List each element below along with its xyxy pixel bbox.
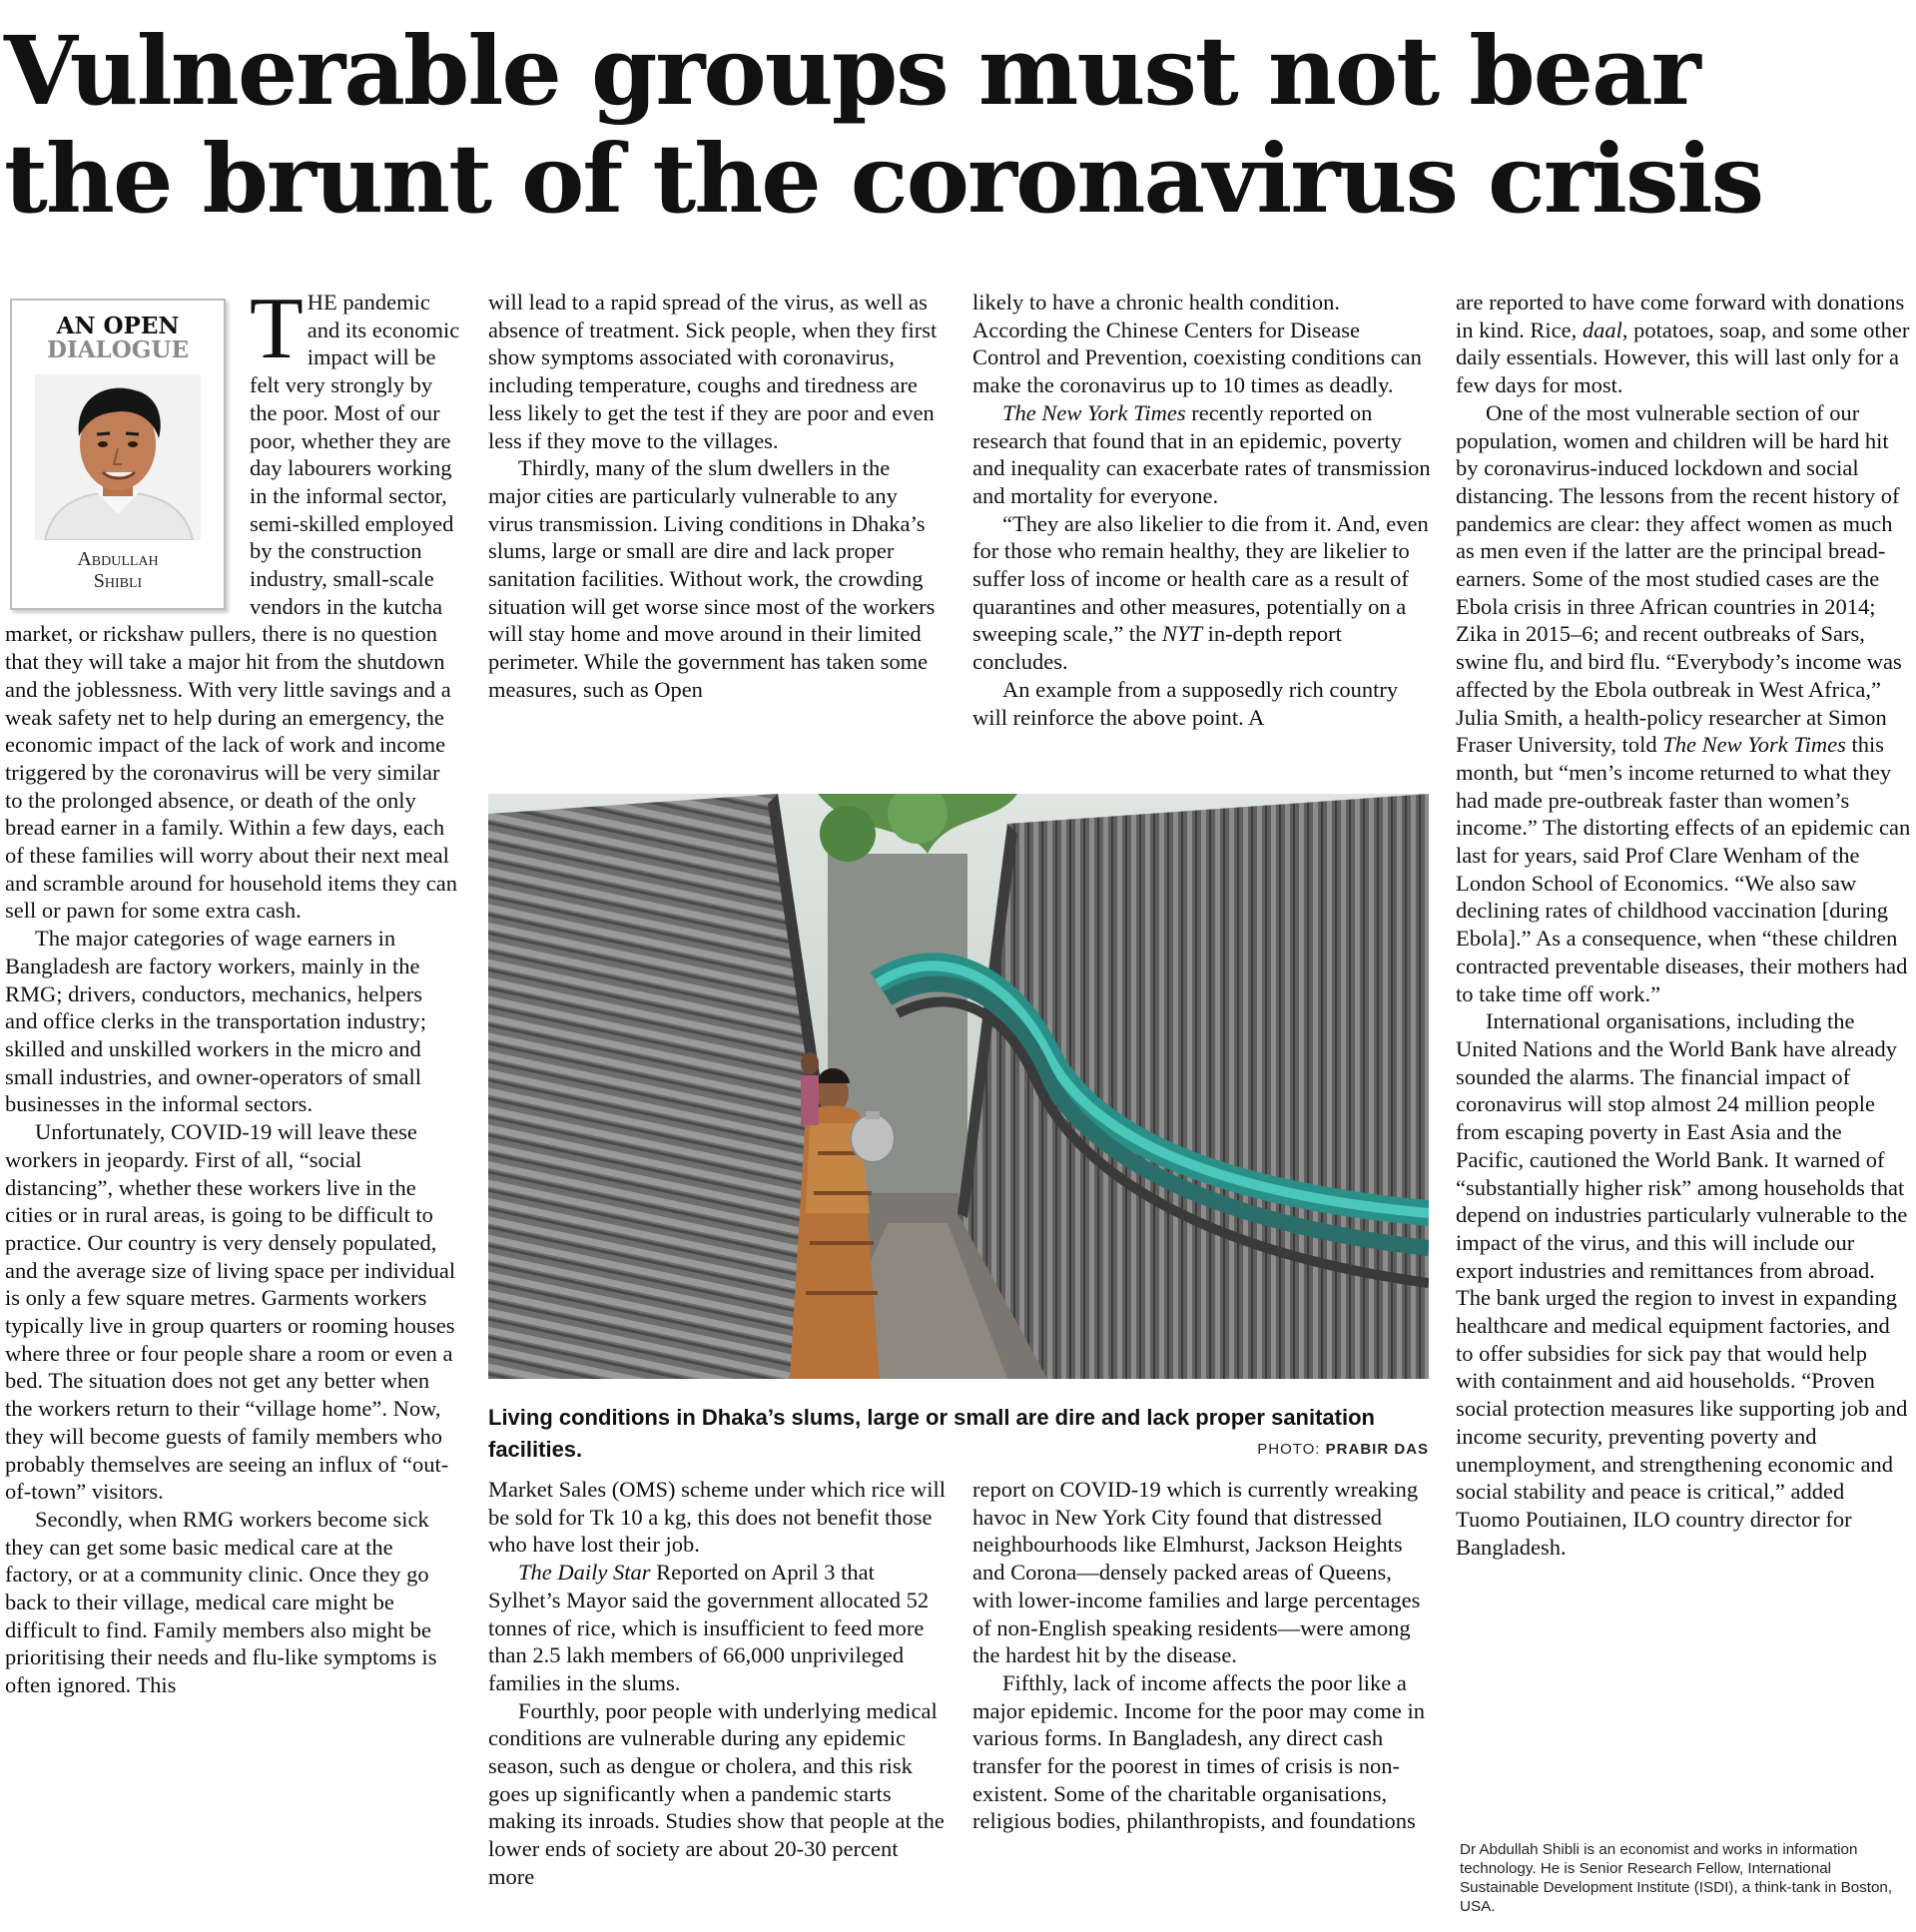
c3-paragraph-2-text: recently reported on research that found that in an epidemic, poverty and inequality can exacerbate rates of transmission and mortality for everyone. xyxy=(972,399,1431,508)
c2-paragraph-1: will lead to a rapid spread of the virus, as well as absence of treatment. Sick people, when they first show symptoms associated with coronavirus, including temperature, coughs and tiredness are less likely to get the test if they are poor and even less if they move to the villages. xyxy=(488,290,938,453)
c4-paragraph-1 xyxy=(1456,289,1911,399)
c4-nyt-title: The New York Times xyxy=(1662,732,1846,758)
c2-paragraph-5: Fourthly, poor people with underlying medical conditions are vulnerable during any epidemic season, such as dengue or cholera, and this risk goes up significantly when a pandemic starts making its inroads. Studies show that people at the lower ends of society are about 20-30 percent more xyxy=(488,1697,945,1889)
c2-paragraph-2: Thirdly, many of the slum dwellers in the major cities are particularly vulnerable to any virus transmission. Living conditions in Dhaka’s slums, large or small are dire and lack proper sanitation facilities. Without work, the crowding situation will get worse since most of the workers will stay home and move around in their limited perimeter. While the government has taken some measures, such as Open xyxy=(488,455,936,702)
c4-paragraph-1-a: are reported to have come forward with donations in kind. Rice, xyxy=(1456,290,1905,342)
c4-paragraph-1-b: , potatoes, soap, and some other daily essentials. However, this will last only for a few days for most. xyxy=(1456,317,1910,398)
photo-credit-label: PHOTO: xyxy=(1257,1441,1326,1458)
article-column-2-bottom xyxy=(488,1476,948,1931)
article-column-3-top xyxy=(972,289,1432,758)
c3-paragraph-6: Fifthly, lack of income affects the poor like a major epidemic. Income for the poor may come in various forms. In Bangladesh, any direct cash transfer for the poorest in times of crisis is non-existent. Some of the charitable organisations, religious bodies, philanthropists, and foundations xyxy=(972,1669,1425,1834)
column-label-open: AN OPEN xyxy=(56,313,180,339)
article-column-4 xyxy=(1456,289,1911,1818)
headline-line-1: Vulnerable groups must not bear xyxy=(4,16,1699,127)
slum-photo xyxy=(488,794,1429,1379)
c2-paragraph-3: Market Sales (OMS) scheme under which rice will be sold for Tk 10 a kg, this does not benefit those who have lost their job. xyxy=(488,1477,946,1558)
author-name-line-2: Shibli xyxy=(93,570,143,592)
c3-paragraph-1: likely to have a chronic health condition. According the Chinese Centers for Disease Control and Prevention, coexisting conditions can make the coronavirus up to 10 times as deadly. xyxy=(972,290,1422,398)
paragraph-3: Unfortunately, COVID-19 will leave these workers in jeopardy. First of all, “social distancing”, whether these workers live in the cities or in rural areas, is going to be difficult to practice. Our country is very densely populated, and the average size of living space per individual is only a few square metres. Garments workers typically live in group quarters or rooming houses where three or four people share a room or even a bed. The situation does not get any better when the workers return to their “village home”. Now, they will become guests of family members who probably themselves are seeing an influx of “out-of-town” visitors. xyxy=(5,1119,456,1505)
c4-paragraph-2 xyxy=(1456,399,1911,1007)
column-label-dialogue: DIALOGUE xyxy=(47,336,189,363)
c2-paragraph-4-text: Reported on April 3 that Sylhet’s Mayor said the government allocated 52 tonnes of rice, which is insufficient to feed more than 2.5 lakh members of 66,000 unprivileged families in the slums. xyxy=(488,1560,930,1695)
c3-paragraph-4: An example from a supposedly rich country will reinforce the above point. A xyxy=(972,676,1399,730)
paragraph-2: The major categories of wage earners in Bangladesh are factory workers, mainly in the RMG; drivers, conductors, mechanics, helpers and office clerks in the transportation industry; skilled and unskilled workers in the micro and small industries, and owner-operators of small businesses in the informal sectors. xyxy=(5,926,426,1117)
c3-paragraph-3-b: in-depth report concludes. xyxy=(972,621,1342,675)
c3-paragraph-5: report on COVID-19 which is currently wreaking havoc in New York City found that distressed neighbourhoods like Elmhurst, Jackson Heights and Corona—densely packed areas of Queens, with lower-income families and large percentages of non-English speaking residents—were among the hardest hit by the disease. xyxy=(972,1477,1421,1668)
photo-caption: Living conditions in Dhaka’s slums, large or small are dire and lack proper sanitation facilities. xyxy=(488,1405,1375,1462)
paragraph-1-text: HE pandemic and its economic impact will be felt very strongly by the poor. Most of our poor, whether they are day labourers working in the informal sector, semi-skilled employed by the construction industry, small-scale vendors in the kutcha market, or rickshaw pullers, there is no question that they will take a major hit from the shutdown and the joblessness. With very little savings and a weak safety net to help during an emergency, the economic impact of the lack of work and income triggered by the coronavirus will be very similar to the prolonged absence, or death of the only bread earner in a family. Within a few days, each of these families will worry about their next meal and scramble around for household items they can sell or pawn for some extra cash. xyxy=(5,290,460,924)
c3-nyt-abbrev: NYT xyxy=(1161,621,1202,647)
photographer-name: PRABIR DAS xyxy=(1325,1441,1429,1458)
c2-paragraph-4 xyxy=(488,1559,948,1697)
author-portrait xyxy=(35,374,201,540)
c3-paragraph-3-a: “They are also likelier to die from it. And, even for those who remain healthy, they are likelier to suffer loss of income or health care as a result of quarantines and other measures, potentially on a sweeping scale,” the xyxy=(972,510,1429,647)
column-author-box xyxy=(10,299,226,610)
article-column-3-bottom xyxy=(972,1476,1432,1931)
c4-paragraph-2-b: this month, but “men’s income returned to what they had made pre-outbreak faster than women’s income.” The distorting effects of an epidemic can last for years, said Prof Clare Wenham of the London School of Economics. “We also saw declining rates of childhood vaccination [during Ebola].” As a consequence, when “these children contracted preventable diseases, their mothers had to take time off work.” xyxy=(1456,732,1911,1006)
article-column-1 xyxy=(5,289,460,1931)
article-column-2-top xyxy=(488,289,948,758)
photo-credit xyxy=(1178,1441,1429,1458)
headline-line-2: the brunt of the coronavirus crisis xyxy=(4,124,1763,235)
paragraph-4: Secondly, when RMG workers become sick they can get some basic medical care at the factory, or at a community clinic. Once they go back to their village, medical care might be difficult to find. Family members also might be prioritising their needs and flu-like symptoms is often ignored. This xyxy=(5,1506,437,1698)
c3-paragraph-2 xyxy=(972,399,1432,510)
slum-alley-illustration xyxy=(488,794,1429,1379)
c3-nyt-title: The New York Times xyxy=(1002,399,1186,425)
c4-paragraph-3: International organisations, including the United Nations and the World Bank have already sounded the alarms. The financial impact of coronavirus will stop almost 24 million people from escaping poverty in East Asia and the Pacific, cautioned the World Bank. It warned of “substantially higher risk” among households that depend on industries particularly vulnerable to the impact of the virus, and this will include our export industries and remittances from abroad. The bank urged the region to invest in expanding healthcare and medical equipment factories, and to offer subsidies for sick pay that would help with containment and aid households. “Proven social protection measures like supporting job and income security, preventing poverty and unemployment, and strengthening economic and social stability and peace is critical,” added Tuomo Poutiainen, ILO country director for Bangladesh. xyxy=(1456,1008,1908,1560)
author-bio: Dr Abdullah Shibli is an economist and works in information technology. He is Senior Research Fellow, International Sustainable Development Institute (ISDI), a think-tank in Boston, USA. xyxy=(1460,1841,1893,1915)
c4-daal: daal xyxy=(1582,317,1622,342)
headline xyxy=(4,18,1911,234)
c3-paragraph-3 xyxy=(972,510,1432,676)
dropcap: T xyxy=(250,289,304,377)
author-name-line-1: Abdullah xyxy=(77,548,159,570)
daily-star-title: The Daily Star xyxy=(518,1560,651,1586)
c4-paragraph-2-a: One of the most vulnerable section of our population, women and children will be hard hit by coronavirus-induced lockdown and social distancing. The lessons from the recent history of pandemics are clear: they affect women as much as men even if the latter are the principal bread-earners. Some of the most studied cases are the Ebola crisis in three African countries in 2014; Zika in 2015–6; and recent outbreaks of Sars, swine flu, and bird flu. “Everybody’s income was affected by the Ebola outbreak in West Africa,” Julia Smith, a health-policy researcher at Simon Fraser University, told xyxy=(1456,399,1902,758)
